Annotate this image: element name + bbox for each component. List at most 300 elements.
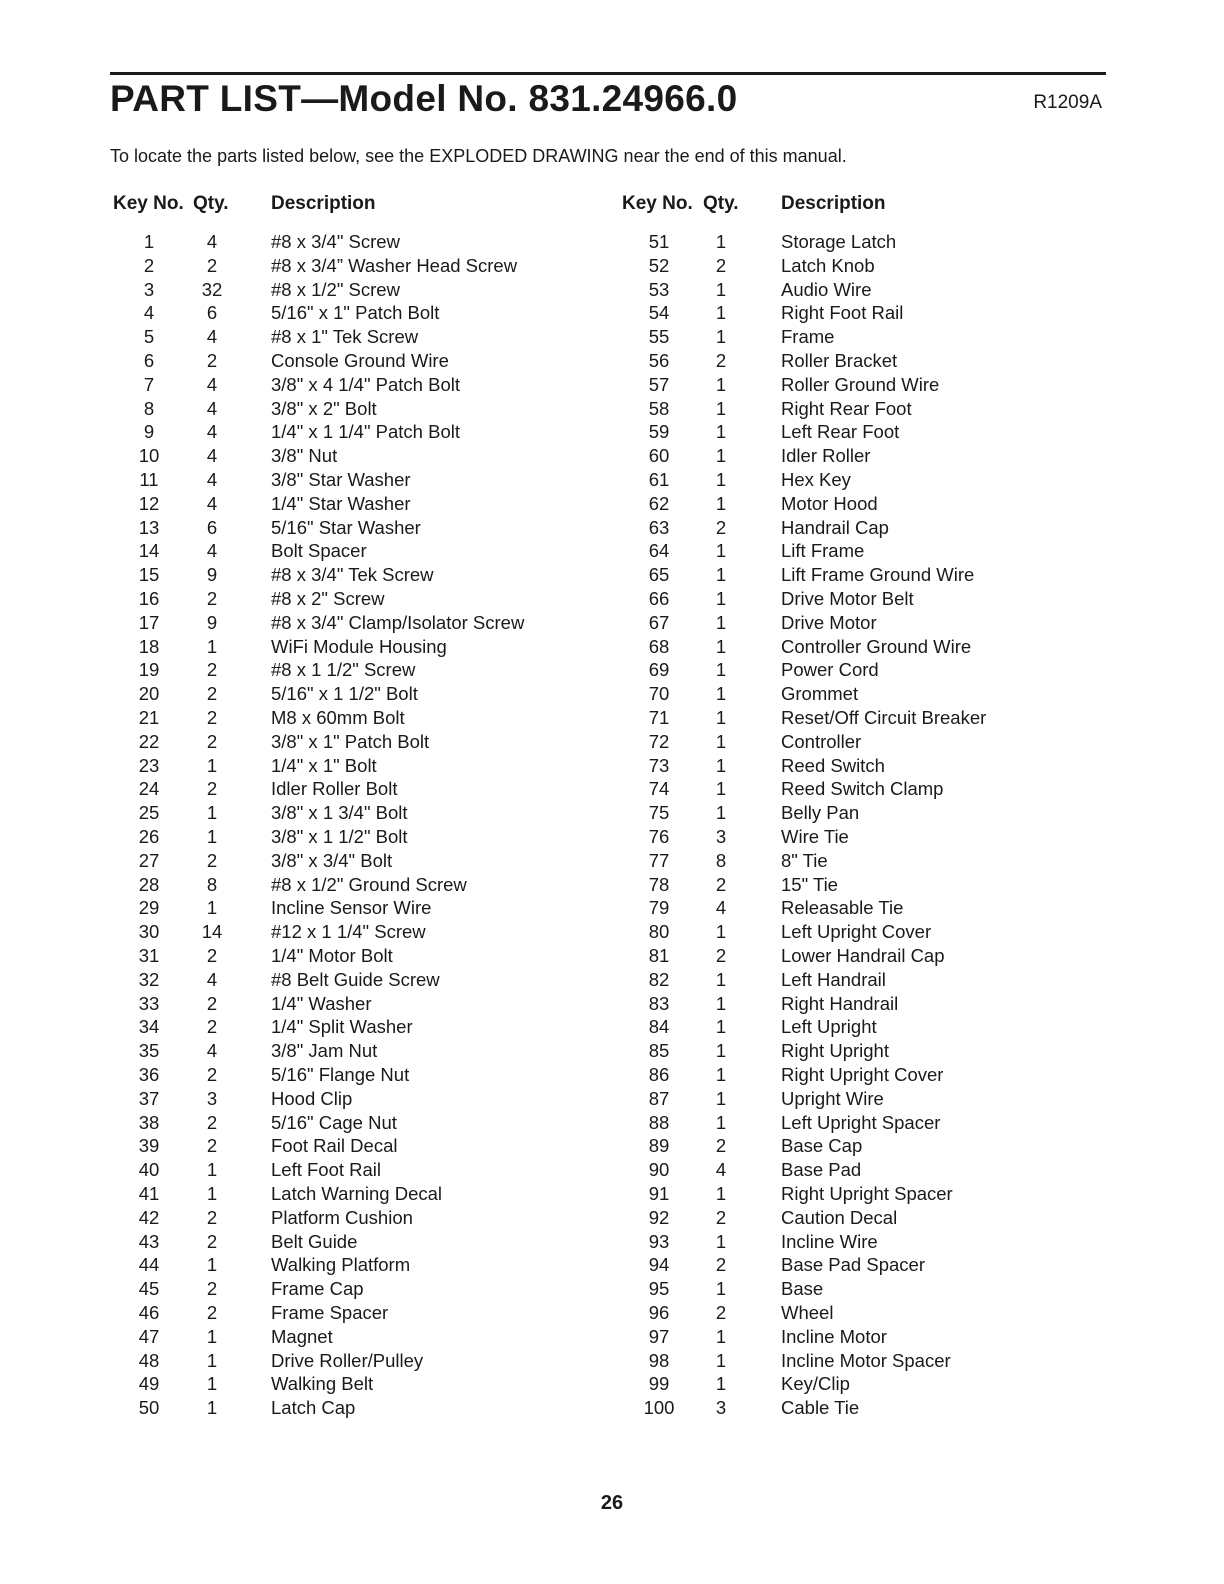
part-key-no: 64 [648, 540, 670, 562]
part-qty: 1 [715, 302, 727, 324]
part-qty: 32 [201, 278, 223, 300]
part-key-no: 48 [138, 1349, 160, 1371]
page-number: 26 [600, 1492, 624, 1514]
part-key-no: 51 [648, 231, 670, 252]
part-description: Reset/Off Circuit Breaker [781, 707, 987, 728]
part-key-no: 100 [643, 1397, 675, 1419]
part-description: Frame [781, 326, 835, 348]
part-qty: 1 [715, 611, 727, 633]
part-description: Lift Frame [781, 540, 865, 562]
part-qty: 1 [715, 1278, 727, 1300]
part-qty: 2 [206, 1016, 218, 1038]
part-description: Idler Roller Bolt [271, 778, 398, 800]
qty-header: Qty. [703, 193, 739, 214]
part-qty: 2 [206, 1111, 218, 1133]
part-description: Reed Switch [781, 754, 885, 776]
part-qty: 2 [206, 1064, 218, 1085]
part-description: Right Foot Rail [781, 302, 904, 324]
part-description: 1/4" Motor Bolt [271, 945, 393, 966]
key-no-header: Key No. [622, 193, 693, 214]
part-qty: 3 [206, 1087, 218, 1109]
part-description: Left Upright Cover [781, 921, 932, 943]
part-qty: 3 [715, 826, 727, 847]
part-key-no: 21 [138, 707, 160, 728]
page-title: PART LIST—Model No. 831.24966.0 [110, 78, 738, 119]
part-description: Cable Tie [781, 1397, 860, 1419]
part-key-no: 3 [143, 278, 155, 300]
part-description: Latch Knob [781, 254, 875, 276]
part-description: 5/16" Cage Nut [271, 1111, 397, 1133]
part-qty: 4 [206, 540, 218, 562]
part-qty: 1 [715, 635, 727, 657]
part-description: #8 x 1/2" Ground Screw [271, 873, 467, 895]
part-key-no: 49 [138, 1373, 160, 1395]
part-qty: 4 [206, 469, 218, 490]
part-description: Base Cap [781, 1135, 863, 1157]
part-key-no: 11 [139, 469, 159, 490]
part-description: Lift Frame Ground Wire [781, 564, 975, 586]
part-description: 1/4" x 1 1/4" Patch Bolt [271, 421, 460, 443]
part-description: 3/8" Nut [271, 445, 338, 467]
part-qty: 1 [206, 1397, 218, 1419]
part-qty: 1 [206, 754, 218, 776]
part-key-no: 55 [648, 326, 670, 348]
part-key-no: 84 [648, 1016, 670, 1038]
part-key-no: 25 [138, 802, 160, 824]
part-description: Frame Cap [271, 1278, 364, 1300]
part-description: #8 x 3/4" Screw [271, 231, 400, 252]
part-key-no: 57 [648, 373, 670, 395]
part-key-no: 37 [138, 1087, 160, 1109]
part-qty: 6 [206, 302, 218, 324]
part-key-no: 76 [648, 826, 670, 847]
part-description: Bolt Spacer [271, 540, 367, 562]
part-key-no: 35 [138, 1040, 160, 1062]
part-key-no: 78 [648, 873, 670, 895]
part-qty: 1 [206, 1254, 218, 1276]
part-qty: 2 [715, 873, 727, 895]
part-qty: 1 [715, 802, 727, 824]
part-qty: 8 [206, 873, 218, 895]
part-qty: 1 [715, 1230, 727, 1252]
part-qty: 2 [715, 350, 727, 371]
part-qty: 2 [715, 516, 727, 538]
part-qty: 2 [715, 1135, 727, 1157]
part-qty: 1 [715, 278, 727, 300]
part-description: 1/4" Split Washer [271, 1016, 413, 1038]
part-qty: 1 [715, 683, 727, 705]
part-qty: 1 [715, 445, 727, 467]
part-key-no: 46 [138, 1302, 160, 1323]
part-description: Latch Cap [271, 1397, 356, 1419]
part-key-no: 47 [138, 1325, 160, 1347]
qty-header: Qty. [193, 193, 229, 214]
part-key-no: 59 [648, 421, 670, 443]
part-key-no: 79 [648, 897, 670, 919]
part-qty: 4 [206, 373, 218, 395]
part-qty: 1 [715, 373, 727, 395]
part-qty: 2 [206, 778, 218, 800]
part-qty: 4 [206, 445, 218, 467]
part-description: Handrail Cap [781, 516, 889, 538]
part-description: Left Upright [781, 1016, 877, 1038]
part-key-no: 8 [143, 397, 155, 419]
part-qty: 2 [206, 992, 218, 1014]
part-qty: 6 [206, 516, 218, 538]
part-qty: 8 [715, 849, 727, 871]
part-qty: 1 [715, 659, 727, 681]
part-description: #8 x 3/4" Clamp/Isolator Screw [271, 611, 525, 633]
part-description: WiFi Module Housing [271, 635, 447, 657]
part-description: Right Upright Spacer [781, 1183, 953, 1204]
part-qty: 1 [715, 540, 727, 562]
part-key-no: 71 [648, 707, 670, 728]
part-description: Controller Ground Wire [781, 635, 972, 657]
part-key-no: 31 [138, 945, 160, 966]
part-key-no: 19 [138, 659, 160, 681]
part-description: Magnet [271, 1325, 333, 1347]
part-key-no: 12 [138, 492, 160, 514]
part-description: Hex Key [781, 469, 851, 490]
part-qty: 1 [715, 1040, 727, 1062]
part-qty: 9 [206, 611, 218, 633]
part-description: #8 x 2" Screw [271, 588, 385, 609]
part-key-no: 53 [648, 278, 670, 300]
part-key-no: 2 [143, 254, 155, 276]
part-key-no: 54 [648, 302, 670, 324]
part-qty: 1 [206, 1349, 218, 1371]
part-key-no: 52 [648, 254, 670, 276]
part-key-no: 99 [648, 1373, 670, 1395]
part-key-no: 74 [648, 778, 670, 800]
part-key-no: 4 [143, 302, 155, 324]
part-description: 3/8" x 4 1/4" Patch Bolt [271, 373, 460, 395]
part-description: Controller [781, 730, 862, 752]
part-qty: 1 [715, 326, 727, 348]
part-qty: 1 [715, 421, 727, 443]
part-key-no: 15 [138, 564, 160, 586]
part-qty: 1 [715, 921, 727, 943]
part-description: Console Ground Wire [271, 350, 449, 371]
part-description: Motor Hood [781, 492, 878, 514]
part-qty: 1 [715, 492, 727, 514]
part-key-no: 75 [648, 802, 670, 824]
part-description: Base Pad Spacer [781, 1254, 925, 1276]
part-description: Reed Switch Clamp [781, 778, 944, 800]
part-qty: 2 [206, 730, 218, 752]
part-key-no: 38 [138, 1111, 160, 1133]
part-qty: 1 [715, 1325, 727, 1347]
part-description: 3/8" x 1" Patch Bolt [271, 730, 430, 752]
part-qty: 2 [715, 1206, 727, 1228]
part-qty: 1 [206, 897, 218, 919]
part-key-no: 16 [138, 588, 160, 609]
part-description: 1/4" Washer [271, 992, 372, 1014]
part-qty: 1 [206, 1159, 218, 1181]
part-description: Incline Motor Spacer [781, 1349, 951, 1371]
part-key-no: 69 [648, 659, 670, 681]
part-qty: 2 [206, 683, 218, 705]
part-description: Base Pad [781, 1159, 862, 1181]
part-description: Belly Pan [781, 802, 860, 824]
key-no-header: Key No. [113, 193, 184, 214]
part-key-no: 88 [648, 1111, 670, 1133]
part-description: Left Handrail [781, 968, 886, 990]
part-qty: 4 [206, 231, 218, 252]
part-qty: 1 [715, 1016, 727, 1038]
part-description: Walking Belt [271, 1373, 374, 1395]
part-description: Drive Motor Belt [781, 588, 914, 609]
part-key-no: 42 [138, 1206, 160, 1228]
part-key-no: 68 [648, 635, 670, 657]
part-qty: 4 [206, 397, 218, 419]
part-key-no: 34 [138, 1016, 160, 1038]
part-key-no: 39 [138, 1135, 160, 1157]
part-qty: 1 [206, 802, 218, 824]
part-description: #8 x 3/4" Tek Screw [271, 564, 434, 586]
part-description: Idler Roller [781, 445, 871, 467]
part-description: Frame Spacer [271, 1302, 389, 1323]
title-rule [110, 72, 1106, 75]
part-key-no: 26 [138, 826, 160, 847]
part-qty: 1 [715, 1373, 727, 1395]
part-qty: 1 [715, 469, 727, 490]
part-description: Right Handrail [781, 992, 899, 1014]
part-description: 5/16" x 1" Patch Bolt [271, 302, 440, 324]
part-key-no: 67 [648, 611, 670, 633]
part-description: 3/8" Star Washer [271, 469, 411, 490]
part-description: Walking Platform [271, 1254, 411, 1276]
part-qty: 1 [715, 1349, 727, 1371]
part-description: Drive Roller/Pulley [271, 1349, 424, 1371]
part-description: Left Foot Rail [271, 1159, 382, 1181]
part-qty: 2 [206, 1135, 218, 1157]
part-description: Upright Wire [781, 1087, 884, 1109]
part-key-no: 93 [648, 1230, 670, 1252]
part-key-no: 90 [648, 1159, 670, 1181]
part-description: Platform Cushion [271, 1206, 413, 1228]
part-description: 1/4" x 1" Bolt [271, 754, 377, 776]
part-description: #8 x 1" Tek Screw [271, 326, 419, 348]
part-key-no: 91 [648, 1183, 670, 1204]
part-description: Audio Wire [781, 278, 872, 300]
part-description: #8 x 3/4” Washer Head Screw [271, 254, 518, 276]
part-key-no: 60 [648, 445, 670, 467]
part-description: Caution Decal [781, 1206, 898, 1228]
part-key-no: 29 [138, 897, 160, 919]
part-qty: 2 [206, 707, 218, 728]
part-description: 3/8" x 1 3/4" Bolt [271, 802, 408, 824]
part-key-no: 98 [648, 1349, 670, 1371]
part-qty: 2 [715, 254, 727, 276]
part-key-no: 73 [648, 754, 670, 776]
part-qty: 2 [206, 849, 218, 871]
part-description: Base [781, 1278, 824, 1300]
part-qty: 4 [206, 421, 218, 443]
part-qty: 2 [206, 1278, 218, 1300]
part-qty: 3 [715, 1397, 727, 1419]
part-key-no: 80 [648, 921, 670, 943]
part-key-no: 13 [138, 516, 160, 538]
part-key-no: 72 [648, 730, 670, 752]
part-qty: 4 [206, 492, 218, 514]
part-qty: 1 [715, 588, 727, 609]
part-description: 3/8" x 2" Bolt [271, 397, 377, 419]
description-header: Description [271, 193, 376, 214]
part-description: Wire Tie [781, 826, 849, 847]
part-key-no: 82 [648, 968, 670, 990]
part-qty: 1 [206, 1325, 218, 1347]
part-description: Right Upright [781, 1040, 889, 1062]
part-key-no: 94 [648, 1254, 670, 1276]
part-qty: 4 [715, 1159, 727, 1181]
part-qty: 1 [715, 754, 727, 776]
part-description: 5/16" Star Washer [271, 516, 421, 538]
part-description: Right Upright Cover [781, 1064, 944, 1085]
part-key-no: 95 [648, 1278, 670, 1300]
part-key-no: 27 [138, 849, 160, 871]
part-key-no: 45 [138, 1278, 160, 1300]
part-key-no: 36 [138, 1064, 160, 1085]
part-description: Latch Warning Decal [271, 1183, 443, 1204]
part-description: Roller Bracket [781, 350, 898, 371]
part-description: Belt Guide [271, 1230, 358, 1252]
part-description: #12 x 1 1/4" Screw [271, 921, 426, 943]
part-description: 3/8" Jam Nut [271, 1040, 378, 1062]
part-key-no: 6 [143, 350, 155, 371]
part-description: 3/8" x 1 1/2" Bolt [271, 826, 408, 847]
part-qty: 9 [206, 564, 218, 586]
part-description: Roller Ground Wire [781, 373, 940, 395]
part-qty: 2 [206, 254, 218, 276]
part-qty: 1 [715, 778, 727, 800]
part-description: 8" Tie [781, 849, 828, 871]
intro-text: To locate the parts listed below, see the EXPLODED DRAWING near the end of this manual. [110, 146, 847, 166]
part-qty: 2 [715, 1254, 727, 1276]
part-description: Incline Wire [781, 1230, 878, 1252]
part-description: Lower Handrail Cap [781, 945, 945, 966]
part-qty: 14 [201, 921, 223, 943]
part-qty: 1 [206, 1373, 218, 1395]
part-key-no: 50 [138, 1397, 160, 1419]
part-key-no: 40 [138, 1159, 160, 1181]
part-qty: 2 [206, 659, 218, 681]
part-key-no: 65 [648, 564, 670, 586]
part-key-no: 32 [138, 968, 160, 990]
part-qty: 1 [715, 1064, 727, 1085]
part-key-no: 83 [648, 992, 670, 1014]
part-key-no: 41 [138, 1183, 160, 1204]
part-qty: 4 [206, 326, 218, 348]
part-description: 5/16" x 1 1/2" Bolt [271, 683, 418, 705]
part-qty: 1 [206, 1183, 218, 1204]
part-key-no: 70 [648, 683, 670, 705]
part-description: Incline Sensor Wire [271, 897, 432, 919]
part-description: 15" Tie [781, 873, 838, 895]
part-key-no: 58 [648, 397, 670, 419]
part-key-no: 28 [138, 873, 160, 895]
part-qty: 1 [715, 968, 727, 990]
part-description: Left Rear Foot [781, 421, 900, 443]
part-key-no: 61 [648, 469, 670, 490]
part-key-no: 24 [138, 778, 160, 800]
part-qty: 1 [206, 826, 218, 847]
part-qty: 2 [206, 350, 218, 371]
part-key-no: 18 [138, 635, 160, 657]
part-qty: 2 [206, 1302, 218, 1323]
part-key-no: 30 [138, 921, 160, 943]
part-description: Key/Clip [781, 1373, 850, 1395]
part-key-no: 86 [648, 1064, 670, 1085]
part-description: Hood Clip [271, 1087, 353, 1109]
part-key-no: 22 [138, 730, 160, 752]
part-qty: 1 [715, 730, 727, 752]
part-key-no: 56 [648, 350, 670, 371]
part-key-no: 7 [143, 373, 155, 395]
part-qty: 2 [206, 945, 218, 966]
part-key-no: 9 [143, 421, 155, 443]
part-qty: 4 [206, 1040, 218, 1062]
part-key-no: 81 [648, 945, 670, 966]
part-qty: 2 [715, 1302, 727, 1323]
part-qty: 1 [715, 1087, 727, 1109]
part-key-no: 77 [648, 849, 670, 871]
part-qty: 2 [206, 588, 218, 609]
part-qty: 1 [715, 231, 727, 252]
part-key-no: 44 [138, 1254, 160, 1276]
part-key-no: 1 [143, 231, 155, 252]
part-key-no: 23 [138, 754, 160, 776]
part-description: 3/8" x 3/4" Bolt [271, 849, 393, 871]
part-key-no: 92 [648, 1206, 670, 1228]
part-description: M8 x 60mm Bolt [271, 707, 405, 728]
part-key-no: 14 [138, 540, 160, 562]
part-description: Left Upright Spacer [781, 1111, 941, 1133]
part-qty: 4 [206, 968, 218, 990]
part-key-no: 85 [648, 1040, 670, 1062]
part-key-no: 96 [648, 1302, 670, 1323]
part-key-no: 20 [138, 683, 160, 705]
part-qty: 1 [715, 397, 727, 419]
part-qty: 1 [715, 1111, 727, 1133]
part-key-no: 66 [648, 588, 670, 609]
part-qty: 2 [206, 1230, 218, 1252]
part-key-no: 5 [143, 326, 155, 348]
part-description: 1/4" Star Washer [271, 492, 411, 514]
part-description: 5/16" Flange Nut [271, 1064, 410, 1085]
part-description: Incline Motor [781, 1325, 887, 1347]
part-description: Grommet [781, 683, 859, 705]
part-qty: 1 [206, 635, 218, 657]
part-key-no: 17 [138, 611, 160, 633]
part-description: #8 x 1/2" Screw [271, 278, 400, 300]
part-description: Right Rear Foot [781, 397, 912, 419]
part-key-no: 89 [648, 1135, 670, 1157]
part-description: Releasable Tie [781, 897, 904, 919]
part-key-no: 43 [138, 1230, 160, 1252]
part-key-no: 62 [648, 492, 670, 514]
revision-code: R1209A [1033, 92, 1102, 113]
part-qty: 2 [715, 945, 727, 966]
part-key-no: 87 [648, 1087, 670, 1109]
part-description: Storage Latch [781, 231, 897, 252]
part-description: Drive Motor [781, 611, 877, 633]
part-description: Wheel [781, 1302, 834, 1323]
part-qty: 1 [715, 992, 727, 1014]
part-key-no: 63 [648, 516, 670, 538]
part-key-no: 10 [138, 445, 160, 467]
part-description: #8 Belt Guide Screw [271, 968, 440, 990]
